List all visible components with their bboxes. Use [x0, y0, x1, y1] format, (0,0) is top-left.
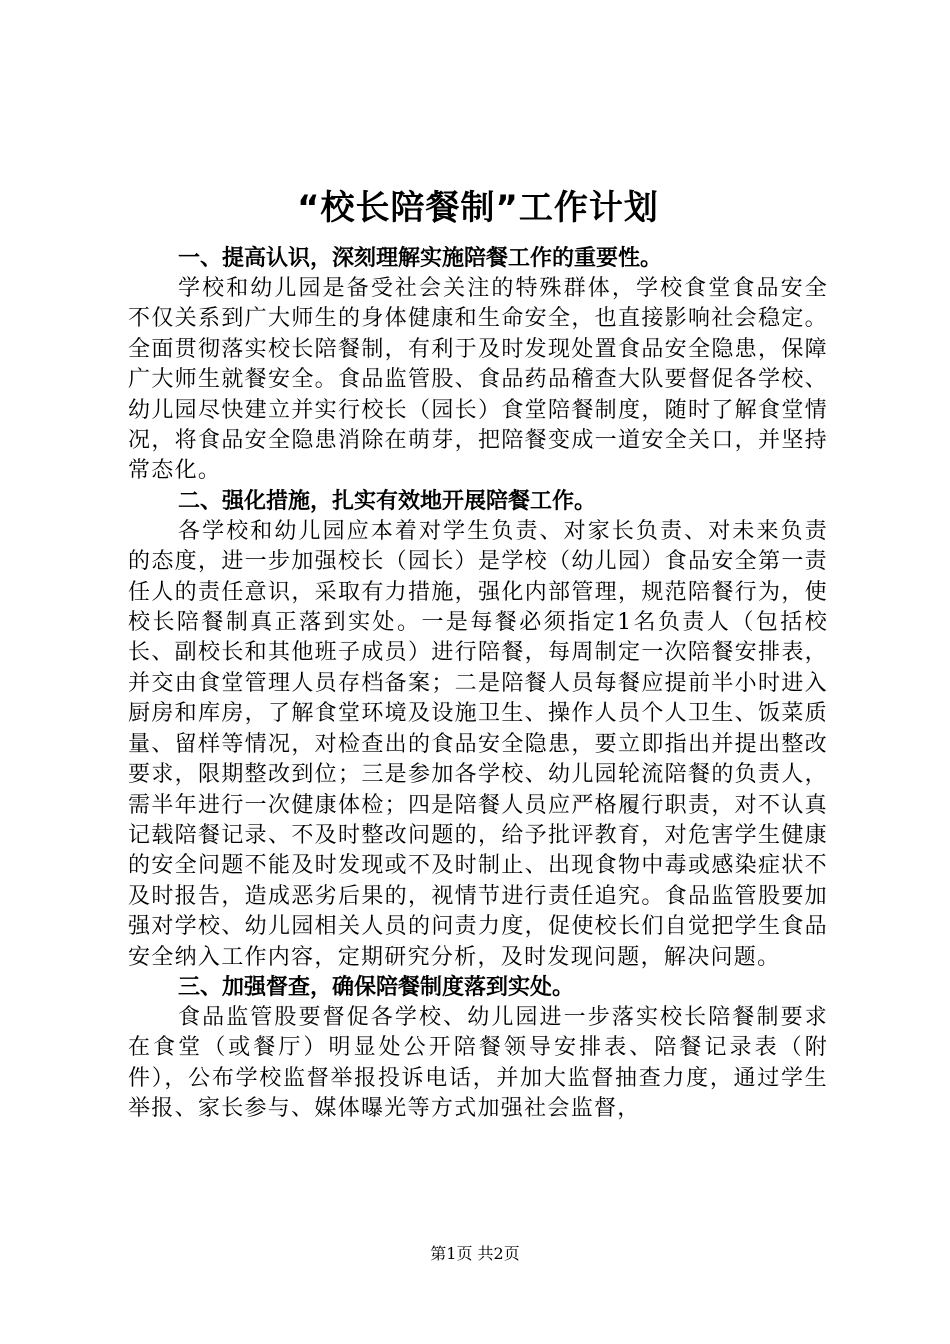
section-heading-2: 二、强化措施，扎实有效地开展陪餐工作。	[178, 488, 597, 514]
section-body-3: 食品监管股要督促各学校、幼儿园进一步落实校长陪餐制要求在食堂（或餐厅）明显处公开陪餐领导安排表、陪餐记录表（附件），公布学校监督举报投诉电话，并加大监督抽查力度，通过学生举报、家长参与、媒体曝光等方式加强社会监督，	[128, 1004, 828, 1122]
section-3	[128, 973, 828, 1125]
document-title: “校长陪餐制”工作计划	[297, 188, 659, 228]
section-body-2: 各学校和幼儿园应本着对学生负责、对家长负责、对未来负责的态度，进一步加强校长（园长）是学校（幼儿园）食品安全第一责任人的责任意识，采取有力措施，强化内部管理，规范陪餐行为，使校长陪餐制真正落到实处。一是每餐必须指定1名负责人（包括校长、副校长和其他班子成员）进行陪餐，每周制定一次陪餐安排表，并交由食堂管理人员存档备案；二是陪餐人员每餐应提前半小时进入厨房和库房，了解食堂环境及设施卫生、操作人员个人卫生、饭菜质量、留样等情况，对检查出的食品安全隐患，要立即指出并提出整改要求，限期整改到位；三是参加各学校、幼儿园轮流陪餐的负责人，需半年进行一次健康体检；四是陪餐人员应严格履行职责，对不认真记载陪餐记录、不及时整改问题的，给予批评教育，对危害学生健康的安全问题不能及时发现或不及时制止、出现食物中毒或感染症状不及时报告，造成恶劣后果的，视情节进行责任追究。食品监管股要加强对学校、幼儿园相关人员的问责力度，促使校长们自觉把学生食品安全纳入工作内容，定期研究分析，及时发现问题，解决问题。	[128, 518, 828, 970]
section-2	[128, 487, 828, 973]
section-heading-3: 三、加强督查，确保陪餐制度落到实处。	[178, 974, 575, 1000]
page-number-footer: 第1页 共2页	[430, 1244, 520, 1263]
section-heading-1: 一、提高认识，深刻理解实施陪餐工作的重要性。	[178, 246, 663, 271]
document-page	[128, 180, 828, 1125]
section-1	[128, 244, 828, 487]
section-body-1: 学校和幼儿园是备受社会关注的特殊群体，学校食堂食品安全不仅关系到广大师生的身体健康和生命安全，也直接影响社会稳定。全面贯彻落实校长陪餐制，有利于及时发现处置食品安全隐患，保障广大师生就餐安全。食品监管股、食品药品稽查大队要督促各学校、幼儿园尽快建立并实行校长（园长）食堂陪餐制度，随时了解食堂情况，将食品安全隐患消除在萌芽，把陪餐变成一道安全关口，并坚持常态化。	[128, 276, 828, 484]
